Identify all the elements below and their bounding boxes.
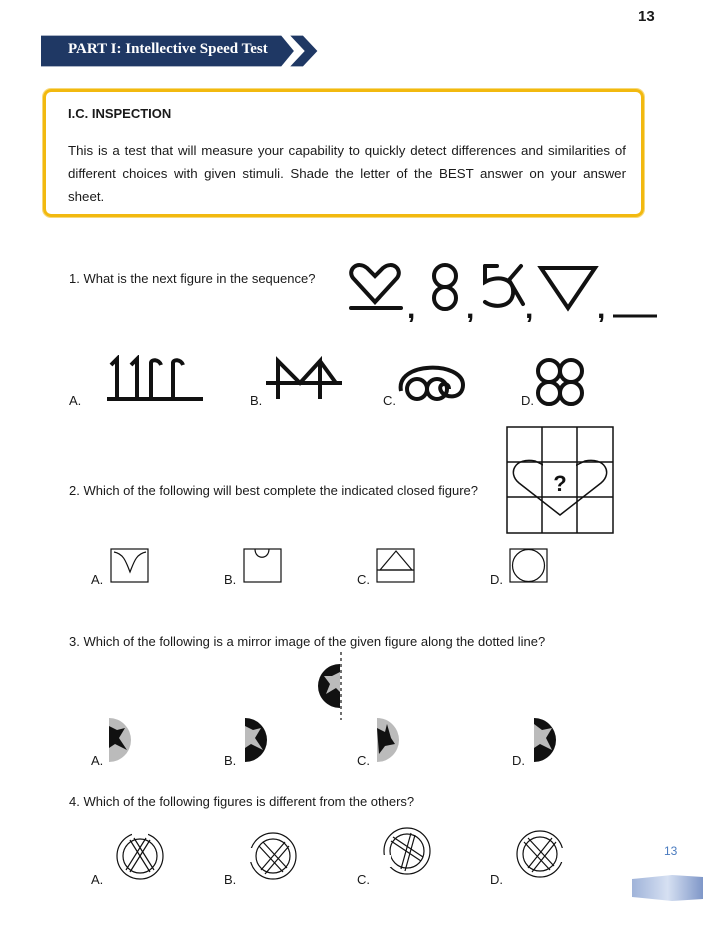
q4-option-b[interactable]: B.	[224, 872, 237, 887]
q1-option-d-figure[interactable]	[530, 357, 594, 409]
q2-option-b[interactable]: B.	[224, 572, 237, 587]
q1-option-c-figure[interactable]	[395, 355, 469, 403]
svg-text:,: ,	[597, 292, 606, 322]
page-number-bottom: 13	[664, 844, 678, 858]
q3-option-d[interactable]: D.	[512, 753, 525, 768]
page-number-top: 13	[638, 8, 655, 25]
q1-sequence-figure	[345, 262, 660, 322]
q2-option-a-figure[interactable]	[110, 548, 150, 584]
q1-option-c[interactable]: C.	[383, 393, 396, 408]
q4-option-c-figure[interactable]	[381, 825, 433, 877]
q4-option-b-figure[interactable]	[247, 830, 299, 882]
section-instructions: This is a test that will measure your capability to quickly detect differences and similarities of different choices with given stimuli. Shade the letter of the BEST answer on your answer sheet.	[68, 143, 626, 204]
question-1-prompt: 1. What is the next figure in the sequence?	[69, 271, 316, 286]
q3-option-d-figure[interactable]	[530, 714, 562, 766]
question-4-prompt: 4. Which of the following figures is different from the others?	[69, 794, 415, 809]
q3-given-figure	[310, 650, 350, 722]
q4-option-d[interactable]: D.	[490, 872, 503, 887]
svg-text:,: ,	[466, 292, 475, 322]
q1-option-b[interactable]: B.	[250, 393, 263, 408]
q2-option-b-figure[interactable]	[243, 548, 283, 584]
page-tab-decoration	[632, 873, 703, 903]
q2-option-a[interactable]: A.	[91, 572, 104, 587]
q3-option-a-figure[interactable]	[107, 714, 137, 766]
section-heading: I.C. INSPECTION	[68, 106, 172, 121]
q2-grid-figure	[505, 425, 615, 535]
q4-option-a-figure[interactable]	[114, 830, 166, 882]
q2-missing-mark: ?	[553, 471, 567, 496]
q2-option-c[interactable]: C.	[357, 572, 370, 587]
q3-option-b[interactable]: B.	[224, 753, 237, 768]
q2-option-d-figure[interactable]	[509, 548, 549, 584]
svg-text:,: ,	[407, 292, 416, 322]
q2-option-c-figure[interactable]	[376, 548, 416, 584]
banner-title: PART I: Intellective Speed Test	[68, 41, 268, 57]
q1-option-a-figure[interactable]	[105, 355, 205, 403]
question-2-prompt: 2. Which of the following will best complete the indicated closed figure?	[69, 483, 478, 498]
q3-option-b-figure[interactable]	[243, 714, 273, 766]
q3-option-c-figure[interactable]	[375, 714, 405, 766]
q4-option-a[interactable]: A.	[91, 872, 104, 887]
q3-option-c[interactable]: C.	[357, 753, 370, 768]
q4-option-c[interactable]: C.	[357, 872, 370, 887]
q1-option-d[interactable]: D.	[521, 393, 534, 408]
q2-option-d[interactable]: D.	[490, 572, 503, 587]
svg-text:,: ,	[525, 292, 534, 322]
q1-option-b-figure[interactable]	[264, 355, 344, 403]
q4-option-d-figure[interactable]	[514, 828, 566, 880]
q3-option-a[interactable]: A.	[91, 753, 104, 768]
question-3-prompt: 3. Which of the following is a mirror image of the given figure along the dotted line?	[69, 634, 546, 649]
q1-option-a[interactable]: A.	[69, 393, 82, 408]
